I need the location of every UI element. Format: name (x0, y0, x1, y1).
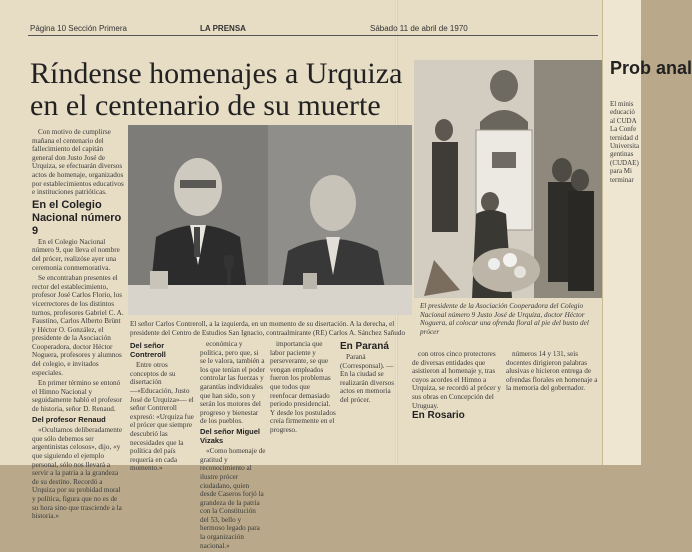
paragraph: con otros cinco protectores de diversas entidades que asistieron al homenaje y, tras cuyos acordes el Himno a Urquiza, se recordó al prócer y sus obras en Concepción del Uruguay. (412, 350, 502, 410)
photo-disertacion-caption: El señor Carlos Contreroll, a la izquierda, en un momento de su disertación. A la derecha, el presidente del Centro de Estudios San Ignacio, contraalmirante (RE) Carlos A. Sánchez Sañudo (130, 320, 406, 337)
paragraph: En primer término se entonó el Himno Nacional y seguidamente habló el profesor de historia, señor D. Renaud. (32, 379, 123, 414)
paragraph: económica y política, pero que, si se le valora, también a los que tenían el poder controlar las fuerzas y garantías individuales que han sido, son y serán los motores del progreso y bienestar de los pueblos. (200, 340, 266, 426)
paragraph: Se encontraban presentes el rector del establecimiento, profesor José Carlos Florio, los vicerrectores de los distintos turnos, profesores Gabriel C. A. Faustino, Carlos Alberto Brünt y Héctor O. González, el presidente de la Asociación Cooperadora, doctor Héctor Noguera, profesores y alumnos del colegio, e invitados especiales. (32, 274, 124, 377)
header-rule (28, 35, 598, 36)
photo-disertacion (128, 125, 412, 315)
paragraph: importancia que labor paciente y perseverante, se que vengan empleados fueron los problemas que todos que reenfocar demasiado periodo presidencial. Y desde los postulados creía firmemente en el progreso. (270, 340, 336, 434)
adjacent-line: al CUDA (610, 116, 637, 125)
photo-disertacion-image (128, 125, 412, 315)
photo-ofrenda-busto (414, 60, 602, 298)
page-label: Página 10 Sección Primera (30, 24, 127, 33)
column-4 (270, 340, 336, 437)
column-6 (412, 350, 502, 421)
subheading-vizaks: Del señor Miguel Vizaks (200, 426, 261, 445)
photo-ofrenda-caption: El presidente de la Asociación Cooperadora del Colegio Nacional número 9 Justo José de Urquiza, doctor Héctor Noguera, al colocar una ofrenda floral al pie del busto del prócer (420, 302, 589, 336)
adjacent-line: ternidad d (610, 133, 639, 142)
paragraph: Paraná (Corresponsal). — En la ciudad se realizarán diversos actos en memoria del prócer. (340, 353, 395, 404)
adjacent-line: La Confe (610, 125, 637, 134)
column-7 (506, 350, 598, 395)
adjacent-headline: Prob anal (610, 58, 692, 78)
section-heading-colegio: En el Colegio Nacional número 9 (32, 198, 122, 237)
photo-ofrenda-image (414, 60, 602, 298)
subheading-contreroll: Del señor Contreroll (130, 341, 166, 359)
adjacent-line: terminar (610, 175, 634, 184)
paragraph: números 14 y 131, seis docentes dirigieron palabras alusivas e hicieron entrega de ofrendas florales en homenaje a la memoria del gobernador. (506, 350, 598, 393)
newspaper-name: LA PRENSA (200, 24, 246, 33)
paragraph: Entre otros conceptos de su disertación —«Educación, Justo José de Urquiza»— el señor Contreroll expresó: «Urquiza fue el prócer que siempre descubrió las necesidades que la política del país requería en cada momento.» (130, 361, 194, 473)
adjacent-line: educació (610, 108, 635, 117)
paragraph: «Ocultamos deliberadamente que sólo debemos ser argentinistas celosos», dijo, «y que siguiendo el ejemplo personal, sólo nos llevará a servir a la patria a la grandeza de su destino. Recordó a Urquiza por su probidad moral y política, figura que no es de su hora sino que trasciende a la historia.» (32, 426, 123, 521)
intro-paragraph: Con motivo de cumplirse mañana el centenario del fallecimiento del capitán general don Justo José de Urquiza, se efectuarán diversos actos de homenaje, organizados por establecimientos educativos e instituciones patrióticas. (32, 128, 124, 197)
adjacent-line: (CUDAE) (610, 158, 639, 167)
column-5 (340, 340, 398, 407)
adjacent-article-text (610, 100, 644, 184)
section-heading-parana: En Paraná (340, 341, 389, 352)
adjacent-line: Universita (610, 142, 640, 151)
main-headline: Ríndense homenajes a Urquiza en el centenario de su muerte (30, 57, 403, 122)
adjacent-line: para Mi (610, 167, 632, 176)
column-2 (130, 340, 196, 475)
issue-date: Sábado 11 de abril de 1970 (370, 24, 468, 33)
subheading-renaud: Del profesor Renaud (32, 414, 106, 424)
paragraph: En el Colegio Nacional número 9, que lleva el nombre del prócer, realizóse ayer una ceremonia conmemorativa. (32, 237, 120, 272)
adjacent-line: gentinas (610, 150, 634, 159)
paragraph: «Como homenaje de gratitud y reconocimiento al ilustre prócer ciudadano, quien desde Caseros forjó la grandeza de la patria con la Constitución del 53, bello y hermoso legado para la organización nacional.» (200, 447, 266, 550)
column-3 (200, 340, 266, 552)
adjacent-line: El minis (610, 100, 634, 108)
section-heading-rosario: En Rosario (412, 410, 465, 422)
column-1 (32, 128, 124, 523)
